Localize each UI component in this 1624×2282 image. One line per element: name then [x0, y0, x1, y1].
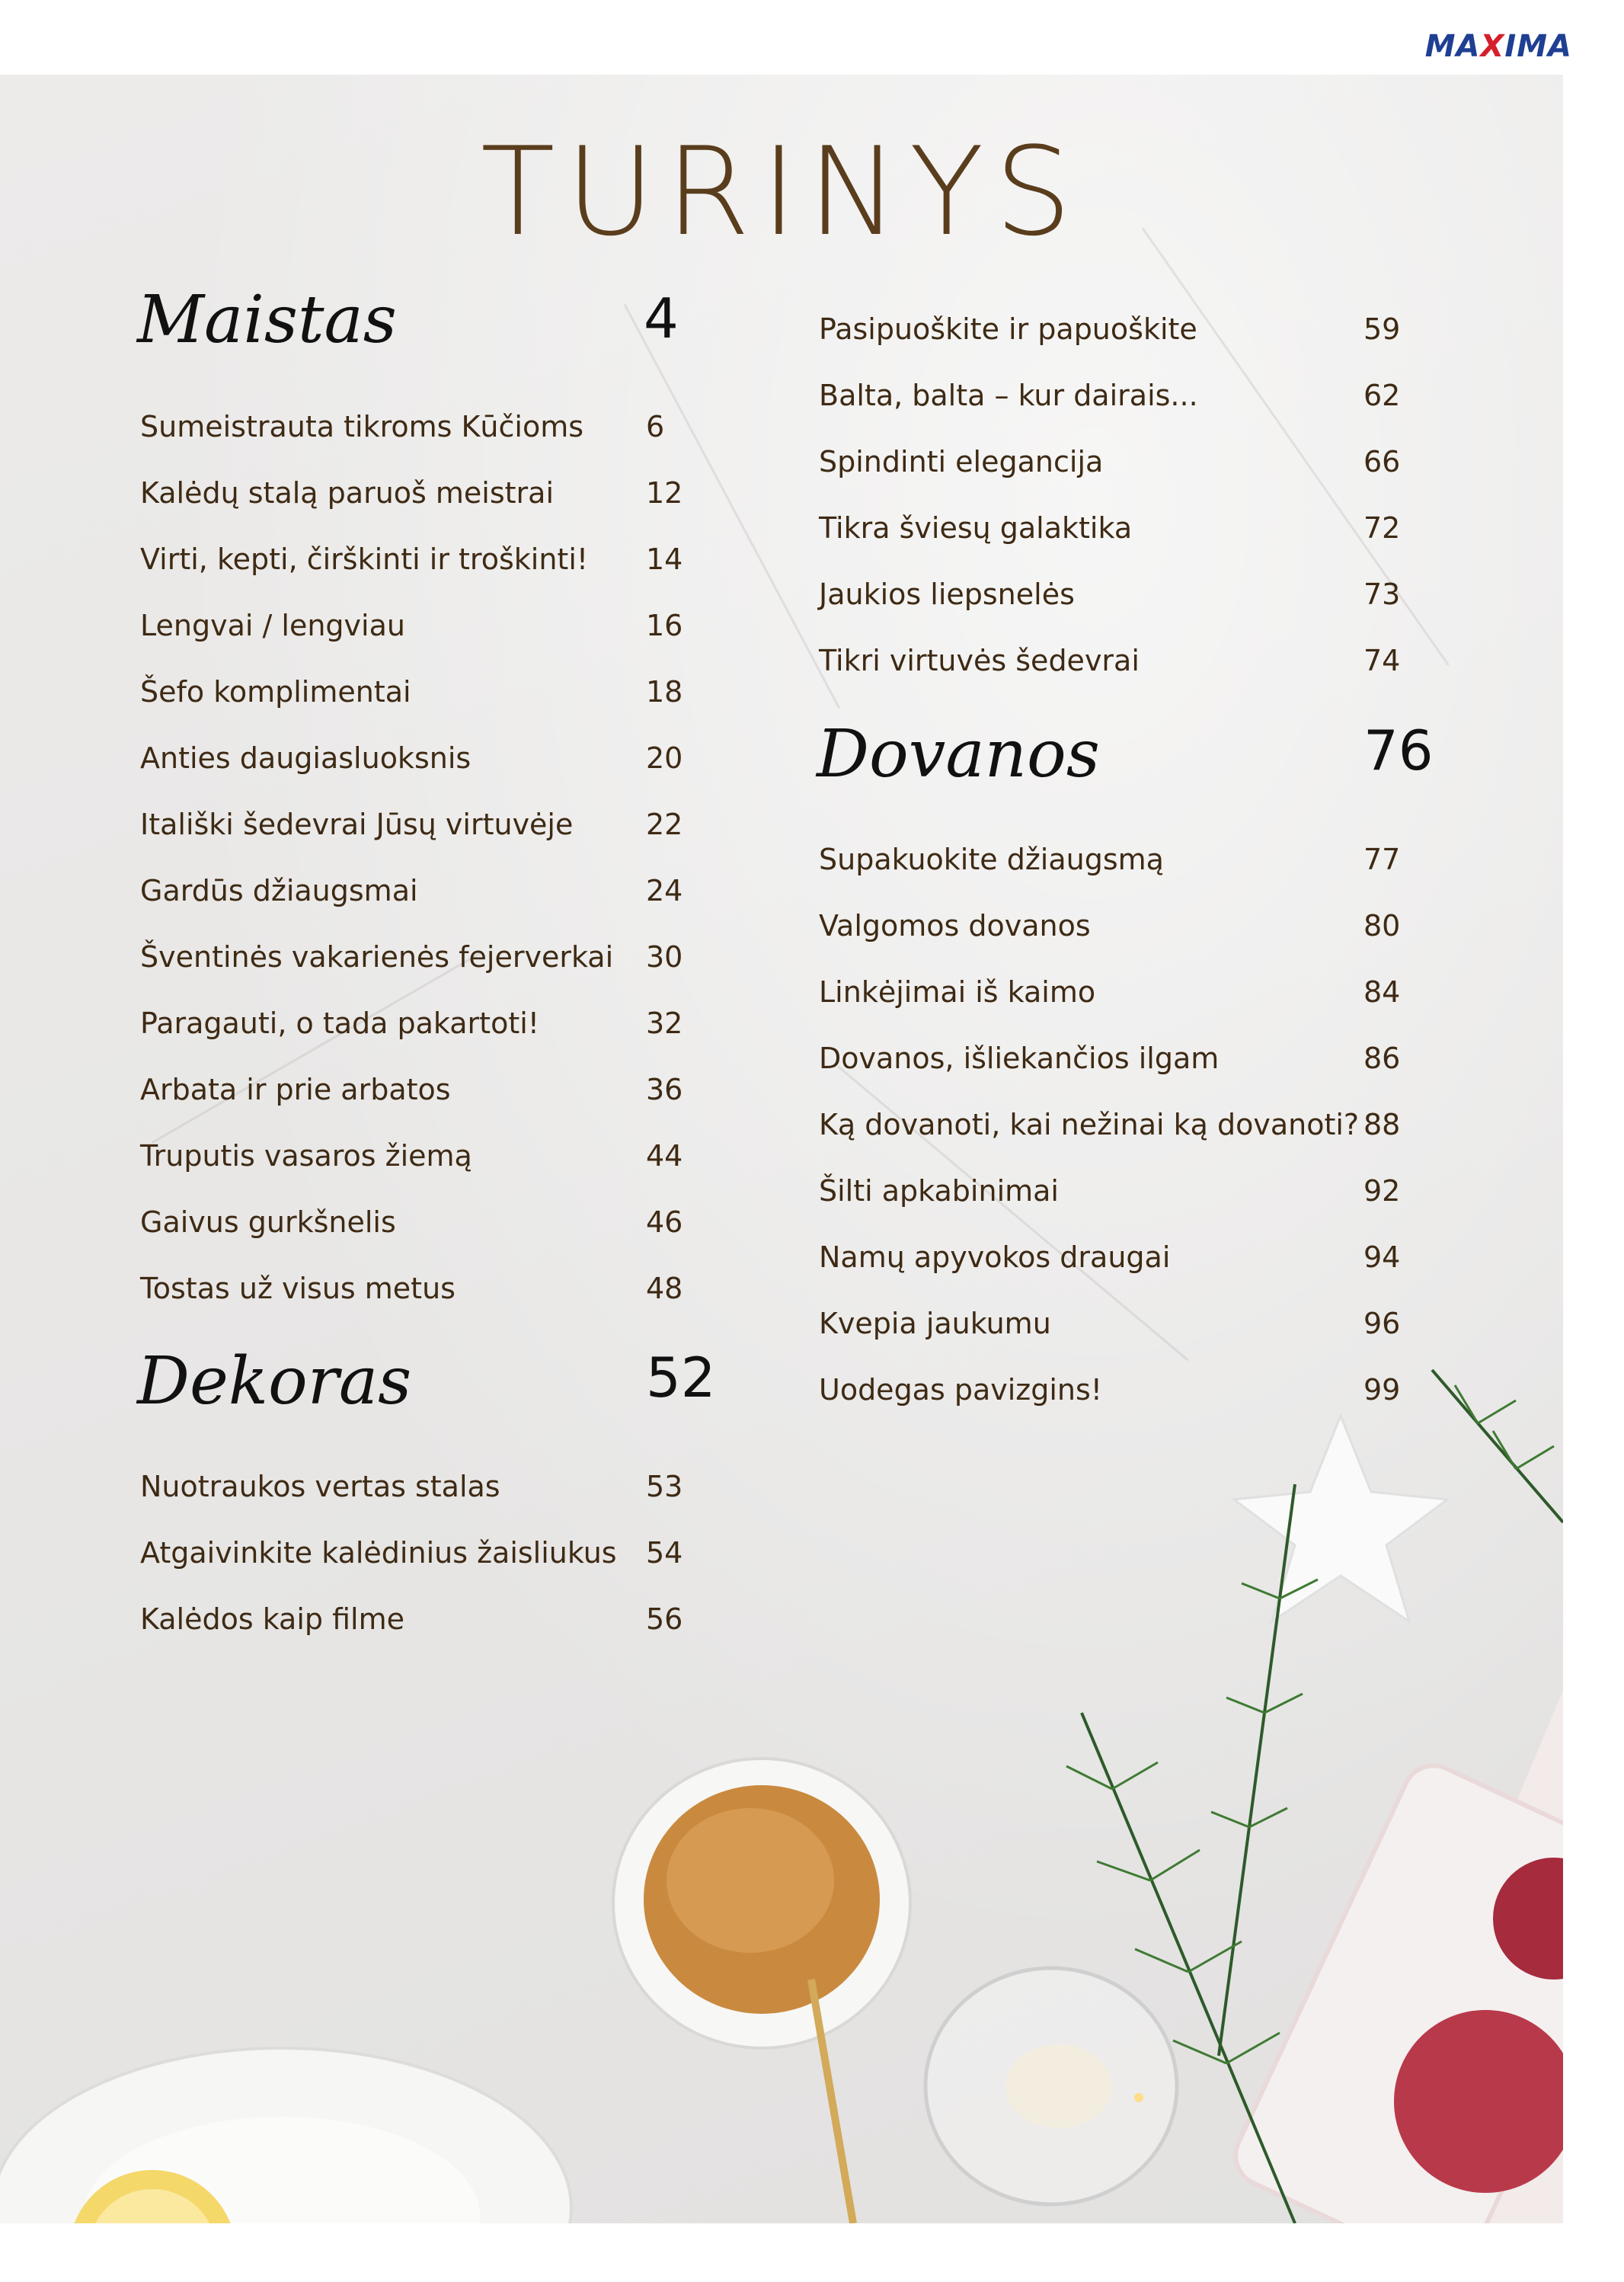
toc-entry[interactable]: Spindinti elegancija	[819, 445, 1104, 478]
toc-entry-page: 14	[646, 542, 683, 576]
toc-entry[interactable]: Tikri virtuvės šedevrai	[819, 644, 1140, 677]
toc-entry[interactable]: Paragauti, o tada pakartoti!	[140, 1007, 540, 1040]
toc-entry-page: 18	[646, 675, 683, 709]
toc-entry-page: 72	[1363, 511, 1401, 545]
toc-entry-page: 46	[646, 1205, 683, 1239]
toc-entry-page: 56	[646, 1602, 683, 1636]
toc-entry[interactable]: Atgaivinkite kalėdinius žaisliukus	[140, 1536, 617, 1570]
toc-entry-page: 6	[646, 410, 665, 443]
toc-entry-page: 16	[646, 609, 683, 642]
toc-entry[interactable]: Truputis vasaros žiemą	[140, 1139, 472, 1173]
toc-entry-page: 54	[646, 1536, 683, 1570]
content-page	[0, 75, 1563, 2223]
toc-entry-page: 66	[1363, 445, 1401, 478]
toc-entry[interactable]: Itališki šedevrai Jūsų virtuvėje	[140, 808, 574, 841]
toc-entry-page: 99	[1363, 1373, 1401, 1407]
section-title-dekoras: Dekoras	[137, 1343, 412, 1419]
toc-entry-page: 94	[1363, 1240, 1401, 1274]
toc-entry[interactable]: Sumeistrauta tikroms Kūčioms	[140, 410, 584, 443]
toc-entry-page: 20	[646, 741, 683, 775]
section-title-dovanos: Dovanos	[817, 716, 1100, 792]
section-page-maistas: 4	[644, 286, 679, 350]
toc-entry[interactable]: Balta, balta – kur dairais...	[819, 379, 1198, 412]
toc-entry-page: 48	[646, 1272, 683, 1305]
toc-entry-page: 24	[646, 874, 683, 907]
toc-entry-page: 77	[1363, 843, 1401, 876]
toc-entry[interactable]: Tostas už visus metus	[140, 1272, 456, 1305]
toc-entry[interactable]: Lengvai / lengviau	[140, 609, 405, 642]
toc-entry[interactable]: Kalėdų stalą paruoš meistrai	[140, 476, 555, 510]
toc-entry[interactable]: Nuotraukos vertas stalas	[140, 1470, 500, 1503]
toc-entry[interactable]: Jaukios liepsnelės	[819, 578, 1075, 611]
toc-entry[interactable]: Dovanos, išliekančios ilgam	[819, 1042, 1220, 1075]
toc-entry[interactable]: Uodegas pavizgins!	[819, 1373, 1103, 1407]
maxima-logo: MAXIMA	[1424, 29, 1572, 64]
toc-entry-page: 92	[1363, 1174, 1401, 1208]
toc-entry-page: 88	[1363, 1108, 1401, 1141]
toc-entry[interactable]: Gardūs džiaugsmai	[140, 874, 418, 907]
toc-entry[interactable]: Virti, kepti, čirškinti ir troškinti!	[140, 542, 589, 576]
section-title-maistas: Maistas	[137, 282, 397, 358]
toc-entry-page: 44	[646, 1139, 683, 1173]
toc-entry[interactable]: Tikra šviesų galaktika	[819, 511, 1133, 545]
toc-entry[interactable]: Kalėdos kaip filme	[140, 1602, 404, 1636]
toc-entry-page: 53	[646, 1470, 683, 1503]
toc-entry[interactable]: Šventinės vakarienės fejerverkai	[140, 940, 614, 974]
toc-entry[interactable]: Arbata ir prie arbatos	[140, 1073, 451, 1106]
toc-entry[interactable]: Šilti apkabinimai	[819, 1174, 1059, 1208]
toc-entry-page: 96	[1363, 1307, 1401, 1340]
toc-entry-page: 59	[1363, 312, 1401, 346]
toc-entry-page: 36	[646, 1073, 683, 1106]
toc-entry[interactable]: Valgomos dovanos	[819, 909, 1091, 943]
toc-entry[interactable]: Ką dovanoti, kai nežinai ką dovanoti?	[819, 1108, 1360, 1141]
toc-entry[interactable]: Šefo komplimentai	[140, 675, 411, 709]
toc-entry[interactable]: Pasipuoškite ir papuoškite	[819, 312, 1197, 346]
section-page-dekoras: 52	[646, 1346, 716, 1410]
toc-entry-page: 22	[646, 808, 683, 841]
toc-entry[interactable]: Supakuokite džiaugsmą	[819, 843, 1164, 876]
toc-entry-page: 32	[646, 1007, 683, 1040]
toc-entry-page: 30	[646, 940, 683, 974]
section-page-dovanos: 76	[1363, 719, 1434, 783]
toc-entry-page: 62	[1363, 379, 1401, 412]
toc-entry-page: 12	[646, 476, 683, 510]
toc-entry[interactable]: Anties daugiasluoksnis	[140, 741, 472, 775]
toc-entry[interactable]: Gaivus gurkšnelis	[140, 1205, 396, 1239]
toc-entry-page: 73	[1363, 578, 1401, 611]
toc-entry-page: 74	[1363, 644, 1401, 677]
page-title: TURINYS	[480, 120, 1083, 263]
toc-entry-page: 84	[1363, 975, 1401, 1009]
toc-entry-page: 80	[1363, 909, 1401, 943]
toc-entry[interactable]: Namų apyvokos draugai	[819, 1240, 1171, 1274]
toc-entry[interactable]: Linkėjimai iš kaimo	[819, 975, 1096, 1009]
toc-entry[interactable]: Kvepia jaukumu	[819, 1307, 1051, 1340]
toc-entry-page: 86	[1363, 1042, 1401, 1075]
